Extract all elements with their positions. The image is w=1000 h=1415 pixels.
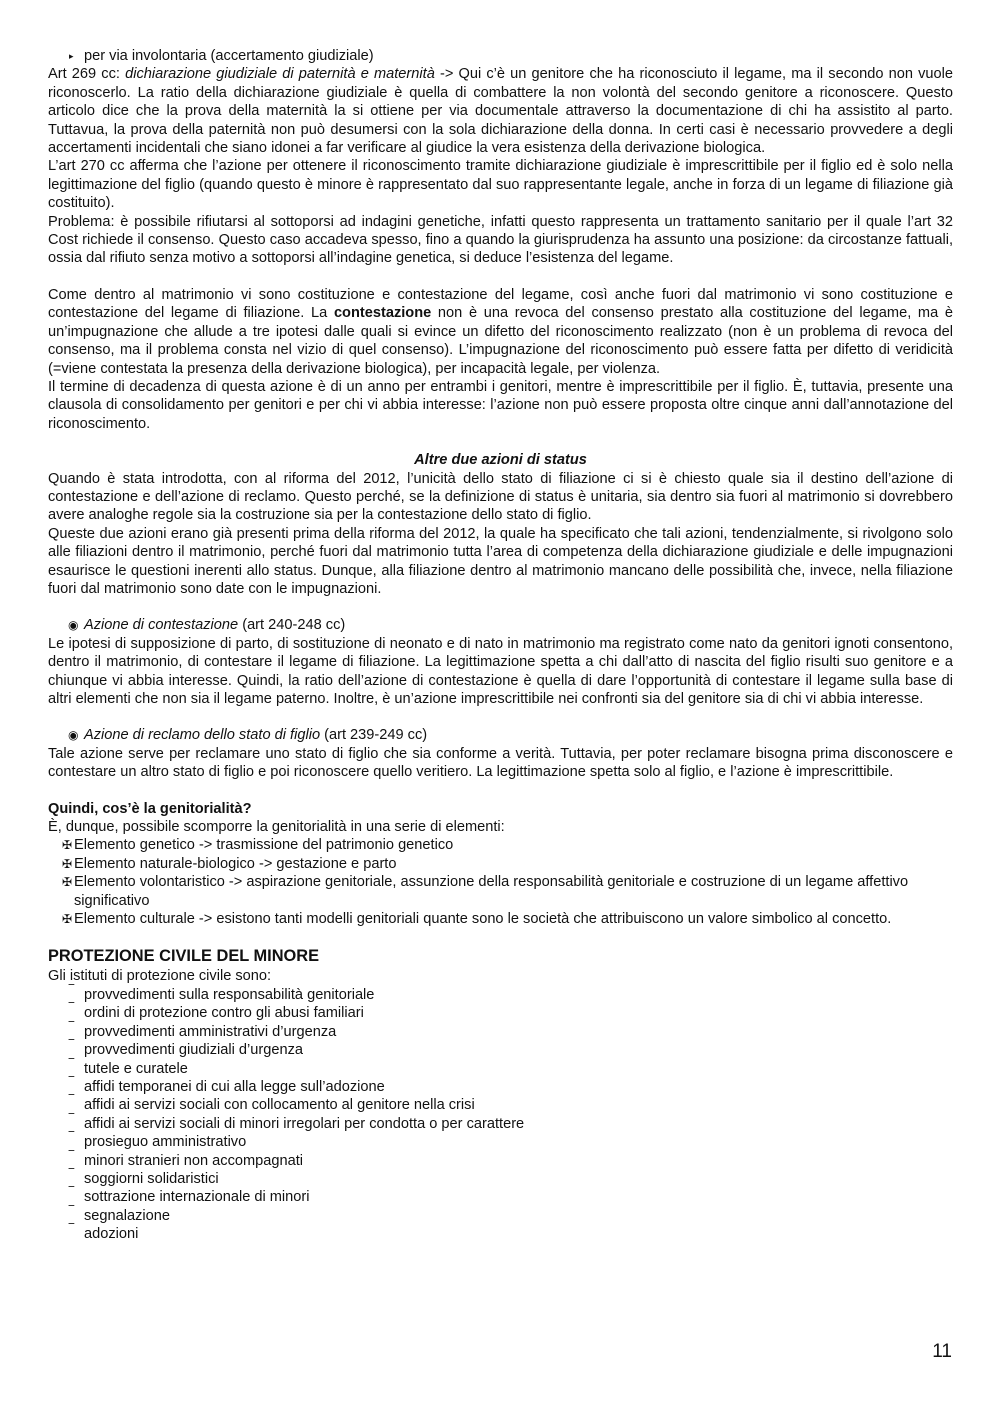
list-item <box>69 1020 953 1041</box>
list-item <box>62 836 953 854</box>
list-item-text: affidi temporanei di cui alla legge sull’adozione <box>84 1078 385 1095</box>
istituti-list <box>48 983 953 1244</box>
spacer <box>48 433 953 451</box>
dash-bullet-icon: ‾ <box>69 1002 74 1019</box>
azione-reclamo-ref: (art 239-249 cc) <box>320 727 428 744</box>
paragraph-decadenza: Il termine di decadenza di questa azione è di un anno per entrambi i genitori, mentre è imprescrittibile per il figlio. È, tuttavia, presente una clausola di consolidamento per genitori e per chi vi abbia interesse: l’azione non può essere proposta oltre cinque anni dall’annotazione del riconoscimento. <box>48 378 953 432</box>
list-item-text: provvedimenti sulla responsabilità genitoriale <box>84 986 375 1003</box>
dash-bullet-icon: ‾ <box>69 1039 74 1056</box>
azione-contestazione-ref: (art 240-248 cc) <box>238 617 346 634</box>
clover-bullet-icon: ✠ <box>62 875 73 890</box>
paragraph-azioni: Queste due azioni erano già presenti prima della riforma del 2012, la quale ha specificato che tali azioni, tendenzialmente, si rivolgono solo alle filiazioni dentro il matrimonio, perché fuori dal matrimonio tutta l’area di competenza della dichiarazione giudiziale e delle impugnazioni esaurisce le questioni inerenti allo status. Dunque, alla filiazione dentro al matrimonio mancano delle possibilità che, invece, nella filiazione fuori dal matrimonio sono date con le impugnazioni. <box>48 525 953 597</box>
list-intro: Gli istituti di protezione civile sono: <box>48 968 272 985</box>
azione-reclamo-title: Azione di reclamo dello stato di figlio <box>84 727 321 744</box>
dash-bullet-icon: ‾ <box>69 1186 74 1203</box>
dash-bullet-icon: ‾ <box>69 1112 74 1129</box>
document-page <box>48 47 953 1244</box>
list-item-text: Elemento naturale-biologico -> gestazione e parto <box>74 855 397 872</box>
list-item-text: affidi ai servizi sociali di minori irregolari per condotta o per carattere <box>84 1115 525 1132</box>
section-heading: PROTEZIONE CIVILE DEL MINORE <box>48 947 320 966</box>
list-item <box>62 855 953 873</box>
page-number: 11 <box>932 1341 952 1362</box>
list-item-text: affidi ai servizi sociali con collocamento al genitore nella crisi <box>84 1097 475 1114</box>
spacer <box>48 708 953 726</box>
radio-bullet-icon: ◉ <box>68 618 79 633</box>
spacer <box>48 928 953 946</box>
section-title: Altre due azioni di status <box>414 452 587 469</box>
list-item-text: sottrazione internazionale di minori <box>84 1189 310 1206</box>
paragraph-contestazione-bold: contestazione <box>333 305 432 322</box>
paragraph-art-269-lead: Art 269 cc: <box>48 66 126 83</box>
list-item <box>69 1004 953 1022</box>
paragraph-contestazione-lead: Come dentro al matrimonio vi sono costituzione e contestazione del legame, così anche fuori dal matrimonio vi sono costituzione e contestazione del legame di filiazione. La <box>48 286 953 322</box>
list-item <box>69 1188 953 1206</box>
list-item-text: prosieguo amministrativo <box>84 1134 247 1151</box>
paragraph-art-269-body: -> Qui c’è un genitore che ha riconosciuto il legame, ma il secondo non vuole riconoscerlo. La ratio della dichiarazione giudiziale è quella di combattere la non volontà del secondo genitore a riconoscere. Questo articolo dice che la prova della maternità la si ottiene per via documentale attraverso la documentazione di chi ha assistito al parto. Tuttavua, la prova della paternità non può desumersi con la sola dichiarazione della donna. In certi casi è necessario provvedere a degli accertamenti incidentali che siano idonei a far verificare al giudice la vera esistenza della derivazione biologica. <box>48 66 954 157</box>
list-item <box>69 1112 953 1133</box>
question-title: Quindi, cos’è la genitorialità? <box>48 800 252 817</box>
dash-bullet-icon: ‾ <box>69 1075 74 1092</box>
paragraph-art-269-italic: dichiarazione giudiziale di paternità e maternità <box>125 66 435 83</box>
list-item-text: ordini di protezione contro gli abusi familiari <box>84 1005 364 1022</box>
list-item <box>69 983 953 1004</box>
dash-bullet-icon: ‾ <box>69 983 74 1000</box>
triangle-bullet-icon: ▸ <box>69 51 74 61</box>
dash-bullet-icon: ‾ <box>69 1131 74 1148</box>
azione-contestazione-heading <box>48 616 953 634</box>
radio-bullet-icon: ◉ <box>68 728 79 743</box>
list-item <box>69 1096 953 1114</box>
dash-bullet-icon: ‾ <box>69 1057 74 1074</box>
list-item <box>69 1225 953 1243</box>
question-intro: È, dunque, possibile scomporre la genitorialità in una serie di elementi: <box>48 819 505 836</box>
azione-reclamo-text: Tale azione serve per reclamare uno stato di figlio che sia conforme a verità. Tuttavia, per poter reclamare bisogna prima disconoscere e contestare un altro stato di figlio e poi riconoscere quello veritiero. La legittimazione spetta solo al figlio, e l’azione è imprescrittibile. <box>48 745 953 781</box>
list-item <box>62 873 953 910</box>
dash-bullet-icon: ‾ <box>69 1167 74 1184</box>
list-item-text: provvedimenti giudiziali d’urgenza <box>84 1042 304 1059</box>
list-item-text: adozioni <box>84 1226 139 1243</box>
list-item-text: soggiorni solidaristici <box>84 1170 219 1187</box>
paragraph-riforma: Quando è stata introdotta, con al riforma del 2012, l’unicità dello stato di filiazione ci si è chiesto quale sia il destino dell’azione di contestazione e dell’azione di reclamo. Questo perché, se la definizione di status è unitaria, sia dentro sia fuori al matrimonio si dovrebbero avere analoghe regole sia la costruzione sia per la contestazione dello stato di figlio. <box>48 470 953 524</box>
azione-contestazione-text: Le ipotesi di supposizione di parto, di sostituzione di neonato e di nato in matrimonio ma registrato come nato da genitori ignoti consentono, dentro il matrimonio, di contestare il legame di filiazione. La legittimazione spetta a chi dall’atto di nascita del figlio risulti suo genitore e a chiunque vi abbia interesse. Quindi, la ratio dell’azione di contestazione è quella di dare l’opportunità di contestare il legame sulla base di altri elementi che non sia il legame paterno. Inoltre, è un’azione imprescrittibile nei confronti sia del genitore sia di chi vi abbia interesse. <box>48 635 953 707</box>
azione-contestazione-title: Azione di contestazione <box>84 617 239 634</box>
list-item <box>69 1075 953 1096</box>
intro-bullet-text: per via involontaria (accertamento giudiziale) <box>84 48 374 64</box>
clover-bullet-icon: ✠ <box>62 856 73 871</box>
elements-list <box>48 836 953 928</box>
dash-bullet-icon: ‾ <box>69 1020 74 1037</box>
paragraph-art-270: L’art 270 cc afferma che l’azione per ottenere il riconoscimento tramite dichiarazione giudiziale è imprescrittibile per il figlio ed è solo nella legittimazione del figlio (quando questo è minore è rappresentato dal suo rappresentante legale, anche in forza di un legame di filiazione già costituito). <box>48 158 953 212</box>
list-item <box>69 1041 953 1059</box>
list-item-text: segnalazione <box>84 1207 171 1224</box>
list-item-text: Elemento culturale -> esistono tanti modelli genitoriali quante sono le società che attribuiscono un valore simbolico al concetto. <box>74 911 892 928</box>
spacer <box>48 268 953 286</box>
paragraph-problema: Problema: è possibile rifiutarsi al sottoporsi ad indagini genetiche, infatti questo rappresenta un trattamento sanitario per il quale l’art 32 Cost richiede il consenso. Questo caso accadeva spesso, fino a quando la giurisprudenza ha assunto una posizione: da circostanze fattuali, ossia dal rifiuto senza motivo a sottoporsi all’indagine genetica, si deduce l’esistenza del legame. <box>48 213 953 267</box>
clover-bullet-icon: ✠ <box>62 912 73 927</box>
clover-bullet-icon: ✠ <box>62 838 73 853</box>
list-item <box>69 1133 953 1151</box>
paragraph-contestazione <box>48 286 953 378</box>
list-item <box>69 1204 953 1225</box>
paragraph-art-269 <box>48 65 953 157</box>
azione-reclamo-heading <box>48 726 953 744</box>
list-item-text: Elemento genetico -> trasmissione del patrimonio genetico <box>74 837 454 854</box>
list-item-text: tutele e curatele <box>84 1060 188 1077</box>
list-item <box>62 910 953 928</box>
list-item-text: provvedimenti amministrativi d’urgenza <box>84 1023 337 1040</box>
list-item-text: Elemento volontaristico -> aspirazione genitoriale, assunzione della responsabilità genitoriale e costruzione di un legame affettivo significativo <box>74 874 909 909</box>
dash-bullet-icon: ‾ <box>69 1094 74 1111</box>
list-item <box>69 1057 953 1078</box>
spacer <box>48 598 953 616</box>
dash-bullet-icon: ‾ <box>69 1149 74 1166</box>
list-item <box>69 1167 953 1188</box>
list-item-text: minori stranieri non accompagnati <box>84 1152 304 1169</box>
dash-bullet-icon: ‾ <box>69 1223 74 1240</box>
intro-bullet <box>48 47 953 65</box>
list-item <box>69 1149 953 1170</box>
dash-bullet-icon: ‾ <box>69 1204 74 1221</box>
paragraph-contestazione-body: non è una revoca del consenso prestato alla costituzione del legame, ma è un’impugnazione che allude a tre ipotesi dalle quali si evince un difetto del riconoscimento realizzato (non è un problema di revoca del consenso, ma il problema consta nel vizio di quel consenso). L’impugnazione del riconoscimento può essere fatta per difetto di veridicità (=viene contestata la presenza della derivazione biologica), per incapacità legale, per violenza. <box>48 305 954 377</box>
spacer <box>48 782 953 800</box>
